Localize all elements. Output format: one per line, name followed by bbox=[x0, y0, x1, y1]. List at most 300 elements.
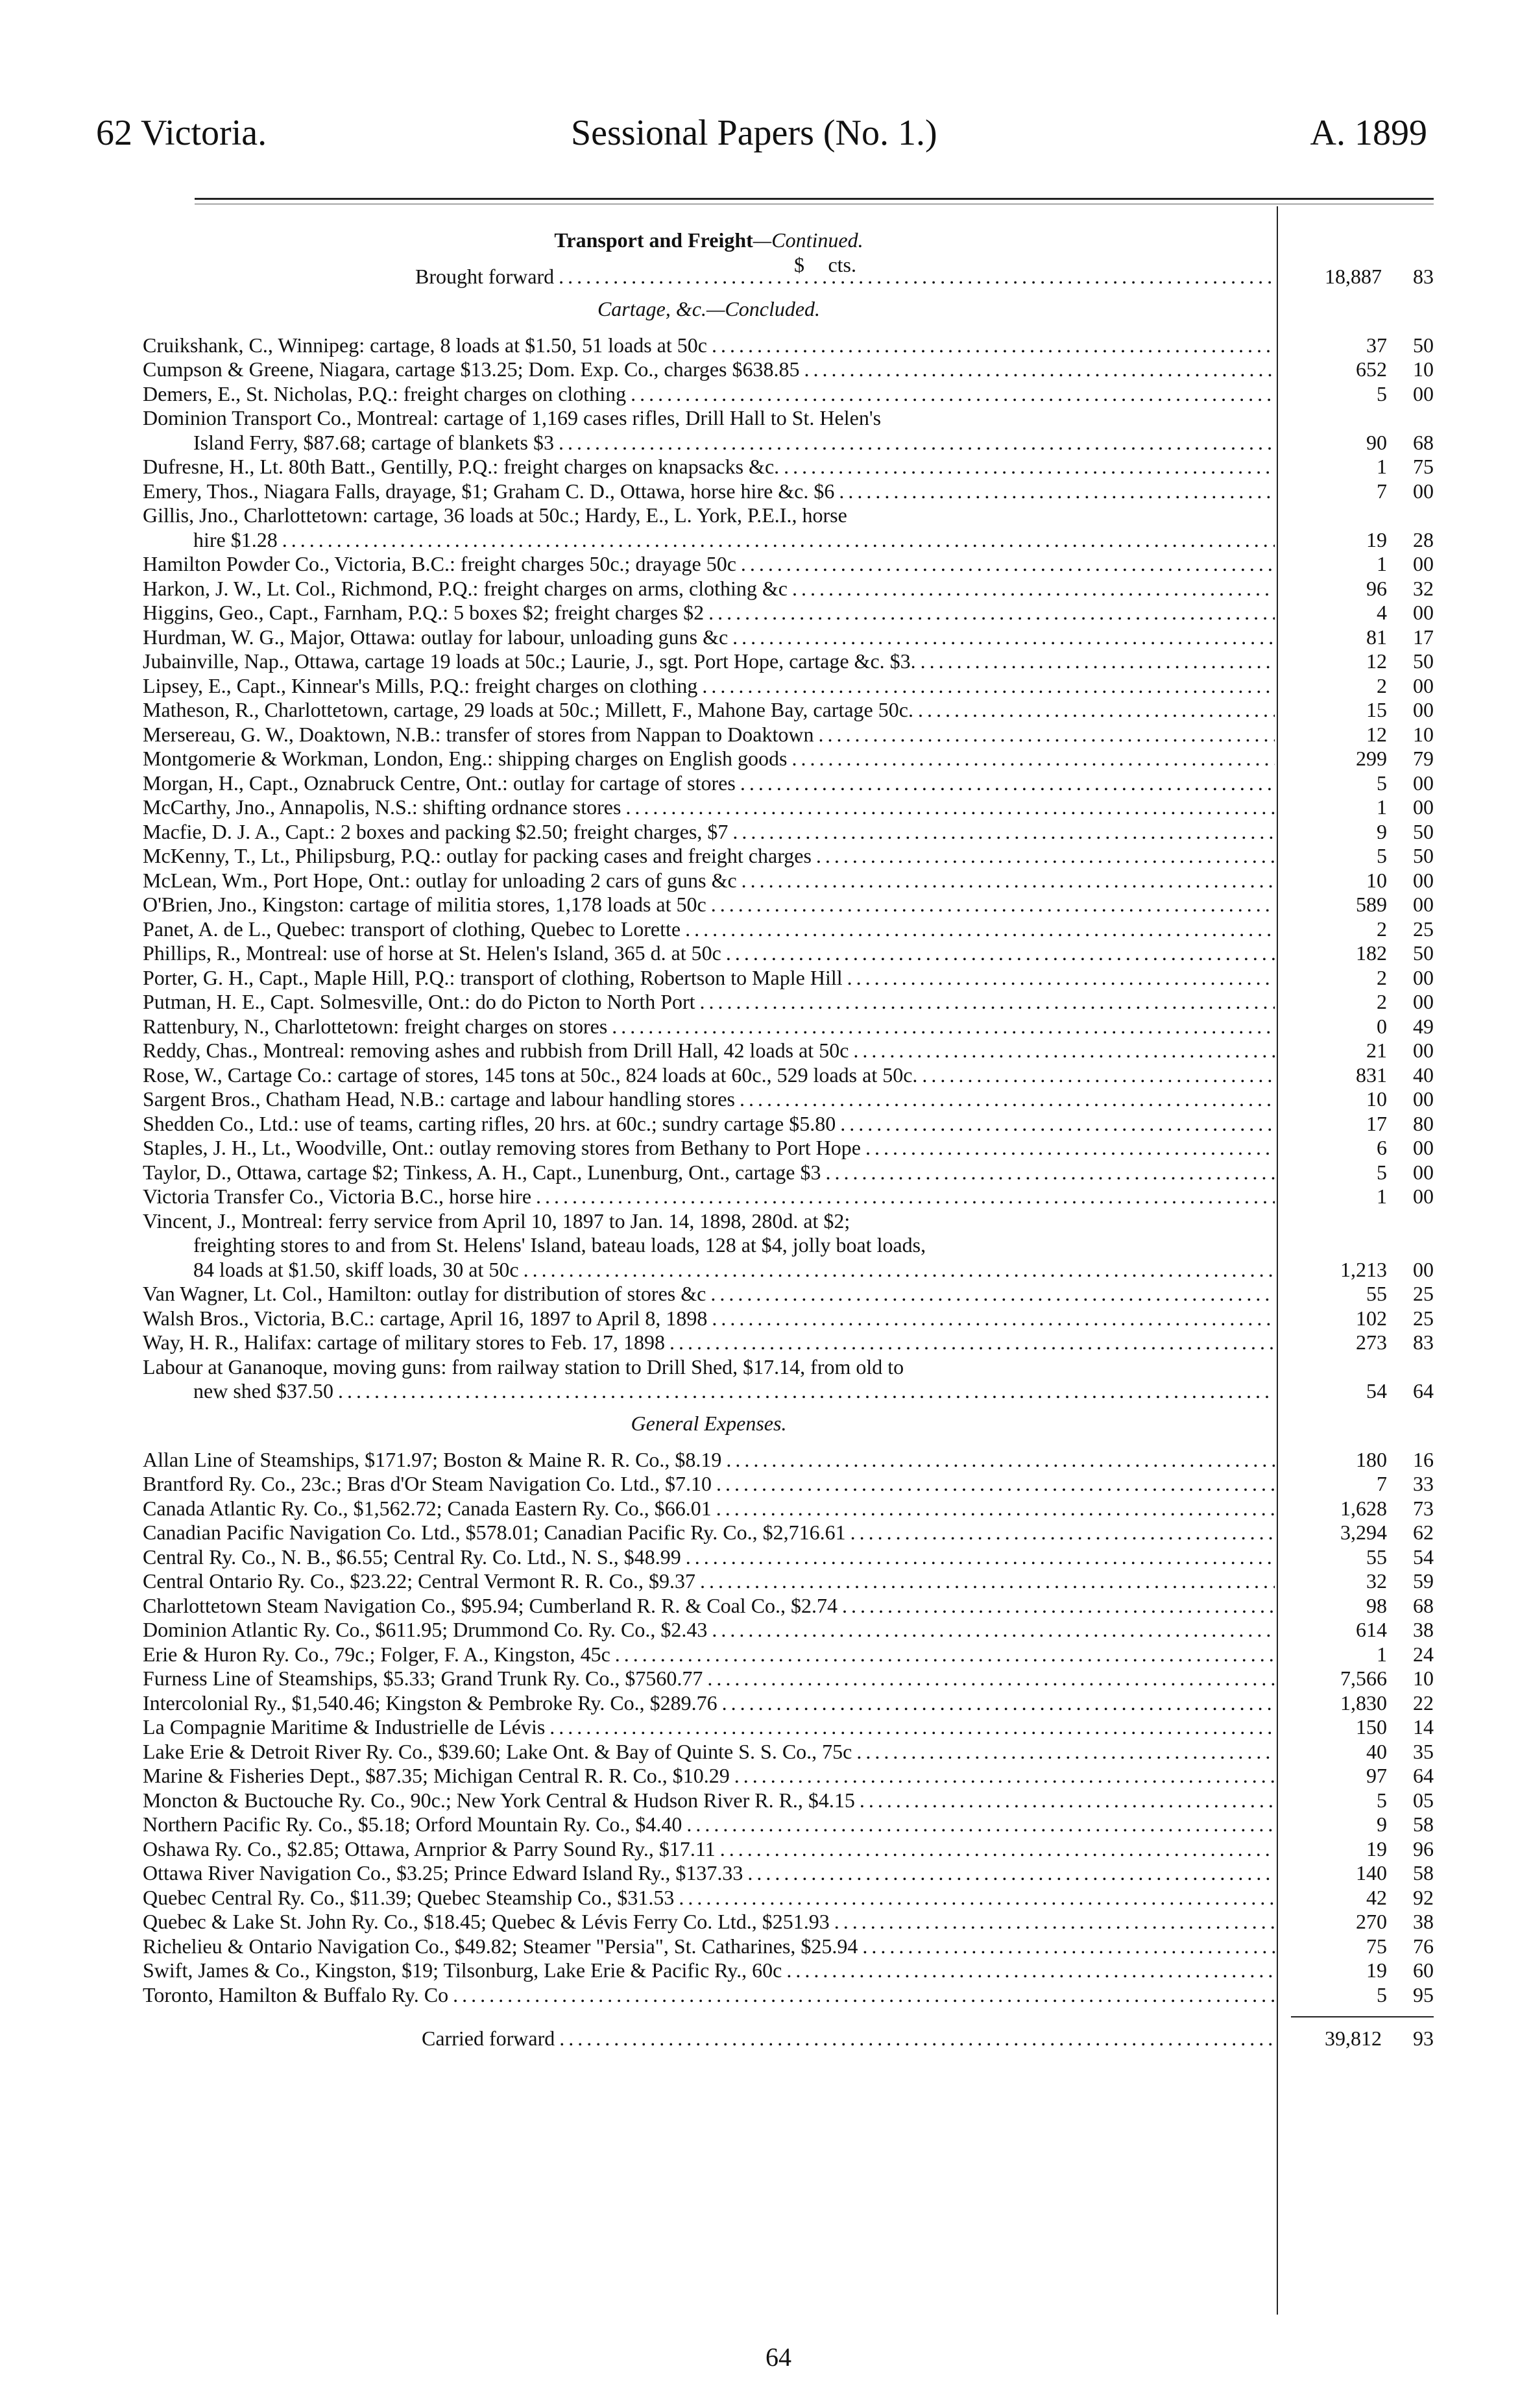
entry-cents: 00 bbox=[1413, 1087, 1434, 1111]
entry-amount bbox=[1291, 1521, 1434, 1545]
entry-cents: 16 bbox=[1413, 1447, 1434, 1471]
entry-text-line: Dominion Atlantic Ry. Co., $611.95; Drummond Co. Ry. Co., $2.43 bbox=[143, 1618, 708, 1641]
entry-amount bbox=[1291, 1136, 1434, 1161]
header-title: Sessional Papers (No. 1.) bbox=[571, 113, 937, 153]
entry-text-line: Panet, A. de L., Quebec: transport of clothing, Quebec to Lorette bbox=[143, 917, 681, 941]
entry-text-line: Hurdman, W. G., Major, Ottawa: outlay for labour, unloading guns &c bbox=[143, 625, 729, 649]
entry-text-line: hire $1.28 bbox=[193, 527, 278, 551]
table-row bbox=[143, 333, 1434, 358]
entry-amount bbox=[1291, 1886, 1434, 1910]
entry-amount bbox=[1291, 1282, 1434, 1306]
entry-description bbox=[143, 1185, 1275, 1209]
entry-description bbox=[143, 1330, 1275, 1355]
entry-description bbox=[143, 1569, 1275, 1594]
page-header bbox=[0, 104, 1531, 162]
entry-cents: 00 bbox=[1413, 1185, 1434, 1208]
entry-amount bbox=[1291, 820, 1434, 845]
entry-cents: 35 bbox=[1413, 1739, 1434, 1763]
entry-amount bbox=[1291, 528, 1434, 553]
table-row bbox=[143, 747, 1434, 771]
entry-cents: 00 bbox=[1413, 1039, 1434, 1062]
entry-cents: 25 bbox=[1413, 1306, 1434, 1330]
cents-column-header: cts. bbox=[828, 252, 856, 276]
table-row bbox=[143, 1448, 1434, 1473]
table-row bbox=[143, 674, 1434, 699]
entry-text-line: Furness Line of Steamships, $5.33; Grand Trunk Ry. Co., $7560.77 bbox=[143, 1667, 703, 1690]
table-row bbox=[143, 1764, 1434, 1788]
entry-amount bbox=[1291, 1910, 1434, 1934]
entry-description bbox=[143, 1448, 1275, 1473]
table-row bbox=[143, 1039, 1434, 1063]
entry-cents: 00 bbox=[1413, 698, 1434, 721]
entry-text-line: Lipsey, E., Capt., Kinnear's Mills, P.Q.: freight charges on clothing bbox=[143, 673, 698, 697]
entry-dollars: 182 bbox=[1356, 941, 1387, 965]
entry-text-line: Harkon, J. W., Lt. Col., Richmond, P.Q.: freight charges on arms, clothing &c bbox=[143, 576, 788, 600]
table-row bbox=[143, 844, 1434, 869]
entry-description bbox=[143, 698, 1275, 723]
table-row bbox=[143, 625, 1434, 650]
entry-dollars: 21 bbox=[1366, 1039, 1387, 1062]
entry-text-line: Cruikshank, C., Winnipeg: cartage, 8 loads at $1.50, 51 loads at 50c bbox=[143, 333, 707, 357]
entry-description bbox=[143, 382, 1275, 407]
entry-dollars: 1 bbox=[1377, 552, 1387, 575]
entry-dollars: 98 bbox=[1366, 1593, 1387, 1617]
table-title: Transport and Freight bbox=[554, 228, 753, 252]
entry-amount bbox=[1291, 1958, 1434, 1983]
entry-dollars: 6 bbox=[1377, 1136, 1387, 1159]
entry-cents: 64 bbox=[1413, 1764, 1434, 1787]
entry-cents: 33 bbox=[1413, 1472, 1434, 1495]
table-row bbox=[143, 1185, 1434, 1209]
entry-text-line: Morgan, H., Capt., Oznabruck Centre, Ont.: outlay for cartage of stores bbox=[143, 771, 736, 795]
entry-description bbox=[143, 1715, 1275, 1740]
entry-cents: 22 bbox=[1413, 1691, 1434, 1715]
table-row bbox=[143, 1934, 1434, 1959]
entry-amount bbox=[1291, 552, 1434, 577]
table-row bbox=[143, 1983, 1434, 2008]
entry-description bbox=[143, 1618, 1275, 1643]
entry-text-line: McLean, Wm., Port Hope, Ont.: outlay for unloading 2 cars of guns &c bbox=[143, 868, 737, 892]
entry-dollars: 19 bbox=[1366, 527, 1387, 551]
entry-text-line: O'Brien, Jno., Kingston: cartage of militia stores, 1,178 loads at 50c bbox=[143, 893, 706, 916]
entry-cents: 25 bbox=[1413, 1282, 1434, 1305]
entry-dollars: 55 bbox=[1366, 1282, 1387, 1305]
entry-dollars: 180 bbox=[1356, 1447, 1387, 1471]
table-row bbox=[143, 649, 1434, 674]
entry-cents: 10 bbox=[1413, 1667, 1434, 1690]
entry-text-line: Sargent Bros., Chatham Head, N.B.: cartage and labour handling stores bbox=[143, 1087, 735, 1111]
entry-amount bbox=[1291, 1545, 1434, 1570]
entry-description bbox=[143, 771, 1275, 796]
entry-text-line: Walsh Bros., Victoria, B.C.: cartage, April 16, 1897 to April 8, 1898 bbox=[143, 1306, 708, 1330]
entry-dollars: 1 bbox=[1377, 455, 1387, 478]
entry-dollars: 1,628 bbox=[1340, 1496, 1387, 1520]
entry-text-line: La Compagnie Maritime & Industrielle de Lévis bbox=[143, 1715, 546, 1739]
entry-cents: 38 bbox=[1413, 1910, 1434, 1933]
ledger-table bbox=[143, 221, 1434, 2051]
entry-cents: 54 bbox=[1413, 1545, 1434, 1569]
entry-description bbox=[143, 601, 1275, 625]
entry-text-line: Erie & Huron Ry. Co., 79c.; Folger, F. A., Kingston, 45c bbox=[143, 1642, 610, 1666]
entry-amount bbox=[1291, 1185, 1434, 1209]
entry-text-line: McCarthy, Jno., Annapolis, N.S.: shifting ordnance stores bbox=[143, 795, 621, 819]
table-row bbox=[143, 1691, 1434, 1716]
entry-dollars: 81 bbox=[1366, 625, 1387, 649]
entry-dollars: 2 bbox=[1377, 917, 1387, 941]
entry-text-line: Quebec & Lake St. John Ry. Co., $18.45; Quebec & Lévis Ferry Co. Ltd., $251.93 bbox=[143, 1910, 830, 1933]
entry-text-line: Putman, H. E., Capt. Solmesville, Ont.: do do Picton to North Port bbox=[143, 990, 695, 1013]
entry-dollars: 5 bbox=[1377, 381, 1387, 405]
entry-dollars: 1,213 bbox=[1340, 1257, 1387, 1281]
entry-description bbox=[143, 869, 1275, 893]
entry-text-line: Victoria Transfer Co., Victoria B.C., horse hire bbox=[143, 1185, 532, 1208]
table-row bbox=[143, 1521, 1434, 1545]
entry-amount bbox=[1291, 1015, 1434, 1039]
entry-text-line: Van Wagner, Lt. Col., Hamilton: outlay for distribution of stores &c bbox=[143, 1282, 706, 1305]
brought-forward-label: Brought forward bbox=[415, 265, 555, 288]
entry-amount bbox=[1291, 990, 1434, 1015]
entry-description bbox=[143, 1594, 1275, 1619]
carried-forward-cents: 93 bbox=[1413, 2027, 1434, 2050]
entry-dollars: 150 bbox=[1356, 1715, 1387, 1739]
entry-dollars: 37 bbox=[1366, 333, 1387, 357]
table-row bbox=[143, 795, 1434, 820]
entry-description bbox=[143, 1136, 1275, 1161]
table-row bbox=[143, 893, 1434, 917]
entry-cents: 83 bbox=[1413, 1330, 1434, 1354]
entry-amount bbox=[1291, 1306, 1434, 1331]
table-row bbox=[143, 455, 1434, 479]
entry-description bbox=[143, 844, 1275, 869]
entry-amount bbox=[1291, 479, 1434, 504]
table-row bbox=[143, 357, 1434, 382]
entry-text-line: Montgomerie & Workman, London, Eng.: shipping charges on English goods bbox=[143, 747, 788, 770]
entry-amount bbox=[1291, 1448, 1434, 1473]
entry-description bbox=[143, 1983, 1275, 2008]
entry-description bbox=[143, 1087, 1275, 1112]
entry-amount bbox=[1291, 1594, 1434, 1619]
entry-description bbox=[143, 747, 1275, 771]
entry-description bbox=[143, 1355, 1275, 1404]
table-row bbox=[143, 1282, 1434, 1306]
entry-text-line: Oshawa Ry. Co., $2.85; Ottawa, Arnprior & Parry Sound Ry., $17.11 bbox=[143, 1836, 716, 1860]
entry-cents: 00 bbox=[1413, 1257, 1434, 1281]
entry-dollars: 299 bbox=[1356, 747, 1387, 770]
entry-cents: 79 bbox=[1413, 747, 1434, 770]
table-row bbox=[143, 1087, 1434, 1112]
entry-text-line: Dominion Transport Co., Montreal: cartage of 1,169 cases rifles, Drill Hall to St. Helen's bbox=[143, 406, 882, 429]
entry-cents: 50 bbox=[1413, 941, 1434, 965]
entry-description bbox=[143, 966, 1275, 991]
entry-dollars: 652 bbox=[1356, 357, 1387, 381]
table-row bbox=[143, 1715, 1434, 1740]
entry-cents: 60 bbox=[1413, 1958, 1434, 1982]
entry-description bbox=[143, 1934, 1275, 1959]
entry-cents: 00 bbox=[1413, 381, 1434, 405]
section-heading-cartage-text: Cartage, &c.—Concluded. bbox=[597, 296, 821, 320]
entry-cents: 17 bbox=[1413, 625, 1434, 649]
entry-text-line: 84 loads at $1.50, skiff loads, 30 at 50c bbox=[193, 1257, 519, 1281]
entry-description bbox=[143, 1497, 1275, 1521]
entry-amount bbox=[1291, 917, 1434, 942]
entry-amount bbox=[1291, 382, 1434, 407]
entry-description bbox=[143, 1837, 1275, 1862]
entry-dollars: 4 bbox=[1377, 601, 1387, 624]
entry-cents: 00 bbox=[1413, 965, 1434, 989]
entry-description bbox=[143, 357, 1275, 382]
entry-cents: 00 bbox=[1413, 552, 1434, 575]
entry-cents: 64 bbox=[1413, 1379, 1434, 1403]
entry-dollars: 75 bbox=[1366, 1934, 1387, 1958]
entry-dollars: 90 bbox=[1366, 430, 1387, 454]
entry-cents: 00 bbox=[1413, 795, 1434, 819]
table-row bbox=[143, 1355, 1434, 1404]
entry-cents: 00 bbox=[1413, 479, 1434, 503]
entry-amount bbox=[1291, 357, 1434, 382]
table-row bbox=[143, 406, 1434, 455]
entry-amount bbox=[1291, 723, 1434, 747]
entry-amount bbox=[1291, 1063, 1434, 1088]
entry-amount bbox=[1291, 1379, 1434, 1404]
entry-cents: 75 bbox=[1413, 455, 1434, 478]
carried-forward-row bbox=[143, 2027, 1434, 2051]
entry-dollars: 12 bbox=[1366, 722, 1387, 746]
table-row bbox=[143, 1015, 1434, 1039]
entry-amount bbox=[1291, 1643, 1434, 1667]
entry-cents: 00 bbox=[1413, 1160, 1434, 1184]
entry-text-line: Gillis, Jno., Charlottetown: cartage, 36 loads at 50c.; Hardy, E., L. York, P.E.I., horse bbox=[143, 503, 847, 527]
entry-dollars: 96 bbox=[1366, 576, 1387, 600]
entry-description bbox=[143, 552, 1275, 577]
entry-dollars: 7 bbox=[1377, 479, 1387, 503]
table-row bbox=[143, 990, 1434, 1015]
entry-dollars: 55 bbox=[1366, 1545, 1387, 1569]
entry-text-line: Lake Erie & Detroit River Ry. Co., $39.60; Lake Ont. & Bay of Quinte S. S. Co., 75c bbox=[143, 1739, 852, 1763]
entry-cents: 24 bbox=[1413, 1642, 1434, 1666]
entry-amount bbox=[1291, 1618, 1434, 1643]
carried-forward-label: Carried forward bbox=[422, 2027, 555, 2050]
entry-description bbox=[143, 1764, 1275, 1788]
entry-cents: 76 bbox=[1413, 1934, 1434, 1958]
entry-dollars: 102 bbox=[1356, 1306, 1387, 1330]
entry-dollars: 140 bbox=[1356, 1861, 1387, 1884]
entry-amount bbox=[1291, 1258, 1434, 1282]
entry-amount bbox=[1291, 1161, 1434, 1185]
entry-amount bbox=[1291, 1667, 1434, 1691]
entry-cents: 49 bbox=[1413, 1014, 1434, 1038]
entry-cents: 92 bbox=[1413, 1885, 1434, 1909]
entry-dollars: 2 bbox=[1377, 673, 1387, 697]
entry-text-line: Moncton & Buctouche Ry. Co., 90c.; New York Central & Hudson River R. R., $4.15 bbox=[143, 1788, 855, 1812]
sum-rule-row bbox=[143, 2007, 1434, 2027]
entry-text-line: Canada Atlantic Ry. Co., $1,562.72; Canada Eastern Ry. Co., $66.01 bbox=[143, 1496, 712, 1520]
entry-amount bbox=[1291, 1112, 1434, 1137]
entry-dollars: 42 bbox=[1366, 1885, 1387, 1909]
entry-dollars: 273 bbox=[1356, 1330, 1387, 1354]
entry-dollars: 7 bbox=[1377, 1472, 1387, 1495]
table-row bbox=[143, 1958, 1434, 1983]
entry-description bbox=[143, 1039, 1275, 1063]
entry-dollars: 0 bbox=[1377, 1014, 1387, 1038]
entry-description bbox=[143, 1015, 1275, 1039]
entry-cents: 68 bbox=[1413, 430, 1434, 454]
entry-text-line: Central Ry. Co., N. B., $6.55; Central Ry. Co. Ltd., N. S., $48.99 bbox=[143, 1545, 681, 1569]
table-row bbox=[143, 1618, 1434, 1643]
entry-description bbox=[143, 1740, 1275, 1764]
entry-dollars: 54 bbox=[1366, 1379, 1387, 1403]
entry-amount bbox=[1291, 1691, 1434, 1716]
table-row bbox=[143, 1569, 1434, 1594]
entry-amount bbox=[1291, 1740, 1434, 1764]
table-row bbox=[143, 1643, 1434, 1667]
entry-cents: 50 bbox=[1413, 333, 1434, 357]
entry-text-line: Marine & Fisheries Dept., $87.35; Michigan Central R. R. Co., $10.29 bbox=[143, 1764, 730, 1787]
entry-text-line: Porter, G. H., Capt., Maple Hill, P.Q.: transport of clothing, Robertson to Maple Hill bbox=[143, 965, 843, 989]
entry-amount bbox=[1291, 747, 1434, 771]
entry-text-line: Island Ferry, $87.68; cartage of blankets $3 bbox=[193, 430, 554, 454]
entry-amount bbox=[1291, 1087, 1434, 1112]
entry-description bbox=[143, 1282, 1275, 1306]
entry-dollars: 15 bbox=[1366, 698, 1387, 721]
entry-description bbox=[143, 795, 1275, 820]
table-row bbox=[143, 1594, 1434, 1619]
entry-amount bbox=[1291, 1934, 1434, 1959]
table-row bbox=[143, 1306, 1434, 1331]
table-row bbox=[143, 1837, 1434, 1862]
entry-text-line: McKenny, T., Lt., Philipsburg, P.Q.: outlay for packing cases and freight charges bbox=[143, 844, 812, 867]
entry-dollars: 12 bbox=[1366, 649, 1387, 673]
table-heading bbox=[143, 221, 1434, 276]
table-row bbox=[143, 1497, 1434, 1521]
entry-dollars: 589 bbox=[1356, 893, 1387, 916]
table-row bbox=[143, 601, 1434, 625]
table-row bbox=[143, 552, 1434, 577]
entry-dollars: 9 bbox=[1377, 819, 1387, 843]
carried-forward-dollars: 39,812 bbox=[1325, 2027, 1382, 2050]
entry-dollars: 2 bbox=[1377, 965, 1387, 989]
entry-description bbox=[143, 1545, 1275, 1570]
entry-cents: 00 bbox=[1413, 893, 1434, 916]
table-row bbox=[143, 503, 1434, 552]
top-rule bbox=[195, 198, 1434, 200]
entry-description bbox=[143, 1521, 1275, 1545]
table-row bbox=[143, 1330, 1434, 1355]
entry-amount bbox=[1291, 601, 1434, 625]
sum-rule bbox=[1291, 2016, 1434, 2017]
page-number: 64 bbox=[766, 2342, 791, 2372]
entry-text-line: new shed $37.50 bbox=[193, 1379, 333, 1403]
entry-amount bbox=[1291, 1472, 1434, 1497]
header-session: 62 Victoria. bbox=[96, 113, 267, 153]
table-row bbox=[143, 1136, 1434, 1161]
entry-description bbox=[143, 1691, 1275, 1716]
entry-amount bbox=[1291, 1812, 1434, 1837]
table-row bbox=[143, 771, 1434, 796]
entry-amount bbox=[1291, 1764, 1434, 1788]
entry-description bbox=[143, 333, 1275, 358]
entry-text-line: Central Ontario Ry. Co., $23.22; Central Vermont R. R. Co., $9.37 bbox=[143, 1569, 695, 1593]
table-row bbox=[143, 966, 1434, 991]
entry-cents: 05 bbox=[1413, 1788, 1434, 1812]
entry-dollars: 19 bbox=[1366, 1958, 1387, 1982]
entry-cents: 50 bbox=[1413, 819, 1434, 843]
entry-amount bbox=[1291, 649, 1434, 674]
entry-cents: 58 bbox=[1413, 1861, 1434, 1884]
entry-text-line: Staples, J. H., Lt., Woodville, Ont.: outlay removing stores from Bethany to Port Hope bbox=[143, 1136, 861, 1159]
entry-cents: 00 bbox=[1413, 673, 1434, 697]
entry-amount bbox=[1291, 1330, 1434, 1355]
entry-text-line: Richelieu & Ontario Navigation Co., $49.82; Steamer "Persia", St. Catharines, $25.94 bbox=[143, 1934, 858, 1958]
entry-text-line: Brantford Ry. Co., 23c.; Bras d'Or Steam Navigation Co. Ltd., $7.10 bbox=[143, 1472, 712, 1495]
entry-dollars: 831 bbox=[1356, 1063, 1387, 1087]
table-row bbox=[143, 869, 1434, 893]
brought-forward-row bbox=[143, 265, 1434, 289]
entry-dollars: 40 bbox=[1366, 1739, 1387, 1763]
entry-text-line: Intercolonial Ry., $1,540.46; Kingston & Pembroke Ry. Co., $289.76 bbox=[143, 1691, 717, 1715]
entry-text-line: Swift, James & Co., Kingston, $19; Tilsonburg, Lake Erie & Pacific Ry., 60c bbox=[143, 1958, 782, 1982]
entry-description bbox=[143, 917, 1275, 942]
entry-description bbox=[143, 1063, 1275, 1088]
table-title-suffix: —Continued. bbox=[753, 228, 863, 252]
entry-cents: 00 bbox=[1413, 771, 1434, 795]
entry-description bbox=[143, 723, 1275, 747]
entry-description bbox=[143, 1788, 1275, 1813]
entry-amount bbox=[1291, 1861, 1434, 1886]
entry-amount bbox=[1291, 674, 1434, 699]
entry-dollars: 9 bbox=[1377, 1812, 1387, 1836]
entry-dollars: 614 bbox=[1356, 1618, 1387, 1641]
table-row bbox=[143, 1545, 1434, 1570]
entry-amount bbox=[1291, 1837, 1434, 1862]
entry-dollars: 1 bbox=[1377, 1185, 1387, 1208]
general-expense-entries bbox=[143, 1448, 1434, 2008]
entry-text-line: freighting stores to and from St. Helens' Island, bateau loads, 128 at $4, jolly boat loads, bbox=[193, 1233, 926, 1257]
table-row bbox=[143, 917, 1434, 942]
entry-dollars: 1 bbox=[1377, 795, 1387, 819]
entry-cents: 80 bbox=[1413, 1111, 1434, 1135]
entry-cents: 32 bbox=[1413, 576, 1434, 600]
table-row bbox=[143, 1788, 1434, 1813]
entry-cents: 00 bbox=[1413, 1136, 1434, 1159]
entry-description bbox=[143, 1958, 1275, 1983]
table-row bbox=[143, 723, 1434, 747]
entry-text-line: Reddy, Chas., Montreal: removing ashes and rubbish from Drill Hall, 42 loads at 50c bbox=[143, 1039, 849, 1062]
entry-dollars: 17 bbox=[1366, 1111, 1387, 1135]
entry-description bbox=[143, 990, 1275, 1015]
entry-dollars: 270 bbox=[1356, 1910, 1387, 1933]
entry-text-line: Higgins, Geo., Capt., Farnham, P.Q.: 5 boxes $2; freight charges $2 bbox=[143, 601, 705, 624]
entry-cents: 62 bbox=[1413, 1521, 1434, 1544]
entry-dollars: 1 bbox=[1377, 1642, 1387, 1666]
section-heading-general bbox=[143, 1404, 1434, 1448]
entry-cents: 50 bbox=[1413, 649, 1434, 673]
entry-text-line: Dufresne, H., Lt. 80th Batt., Gentilly, P.Q.: freight charges on knapsacks &c. bbox=[143, 455, 780, 478]
entry-description bbox=[143, 1910, 1275, 1934]
entry-text-line: Labour at Gananoque, moving guns: from railway station to Drill Shed, $17.14, from old to bbox=[143, 1354, 904, 1379]
entry-amount bbox=[1291, 455, 1434, 479]
entry-text-line: Toronto, Hamilton & Buffalo Ry. Co bbox=[143, 1982, 449, 2006]
entry-dollars: 19 bbox=[1366, 1836, 1387, 1860]
brought-forward-cents: 83 bbox=[1413, 265, 1434, 288]
brought-forward-dollars: 18,887 bbox=[1325, 265, 1382, 288]
table-row bbox=[143, 698, 1434, 723]
entry-dollars: 2 bbox=[1377, 990, 1387, 1013]
entry-description bbox=[143, 1161, 1275, 1185]
entry-cents: 00 bbox=[1413, 601, 1434, 624]
entry-description bbox=[143, 1886, 1275, 1910]
table-row bbox=[143, 1209, 1434, 1282]
entry-text-line: Phillips, R., Montreal: use of horse at St. Helen's Island, 365 d. at 50c bbox=[143, 941, 721, 965]
